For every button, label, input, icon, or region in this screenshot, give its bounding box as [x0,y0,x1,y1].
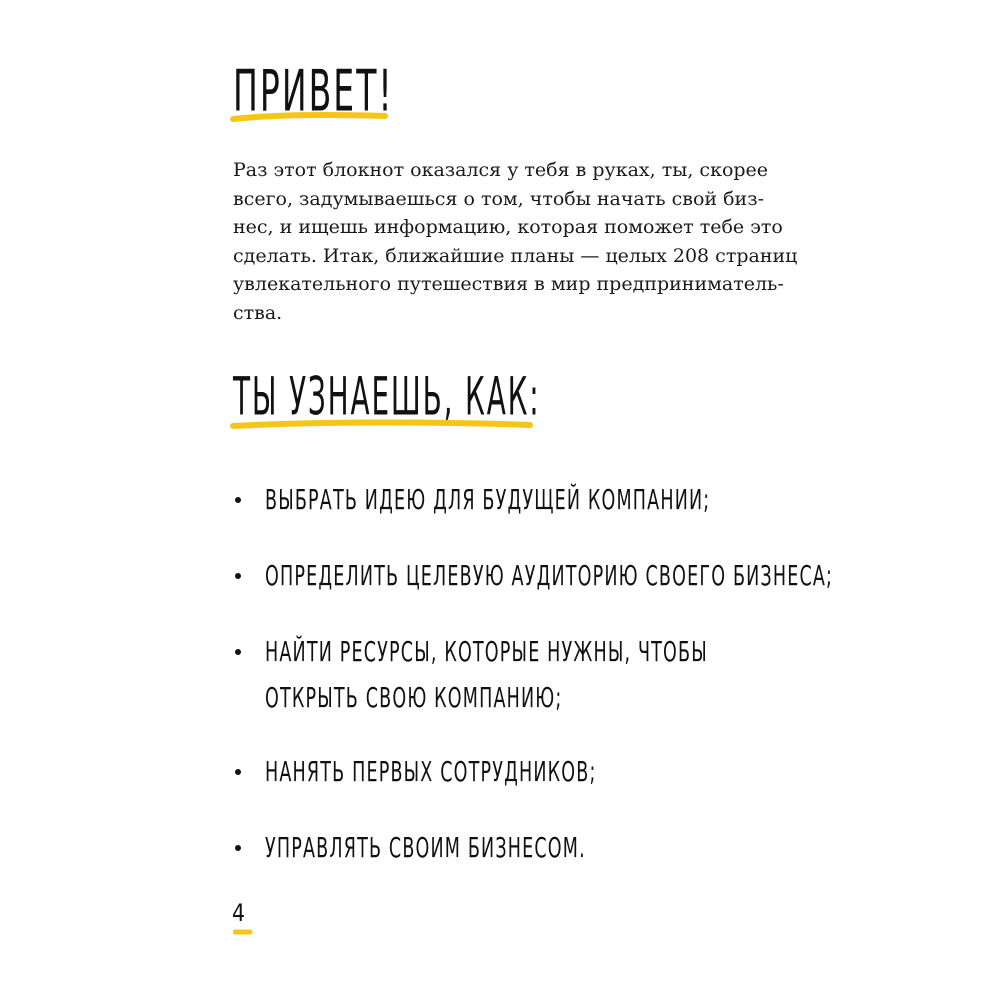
bullet-dot-icon [235,497,241,503]
list-item-text: НАНЯТЬ ПЕРВЫХ СОТРУДНИКОВ; [265,755,597,788]
intro-paragraph [233,156,798,328]
intro-line: ства. [233,301,283,324]
list-item [233,825,973,871]
list-item-text: НАЙТИ РЕСУРСЫ, КОТОРЫЕ НУЖНЫ, ЧТОБЫ [265,635,708,668]
intro-line: всего, задумываешься о том, чтобы начать свой биз- [233,187,765,210]
list-item [233,749,973,795]
list-item [233,477,973,523]
page-number-underline [233,928,253,936]
learn-heading: ТЫ УЗНАЕШЬ, КАК: [233,366,541,427]
greeting-underline [230,110,390,124]
bullet-dot-icon [235,649,241,655]
intro-line: нес, и ищешь информацию, которая поможет тебе это [233,216,783,239]
intro-line: сделать. Итак, ближайшие планы — целых 208 страниц [233,244,798,267]
learn-underline [230,418,535,432]
list-item [233,629,973,721]
list-item-text: ВЫБРАТЬ ИДЕЮ ДЛЯ БУДУЩЕЙ КОМПАНИИ; [265,483,711,516]
list-item-text: УПРАВЛЯТЬ СВОИМ БИЗНЕСОМ. [265,831,586,864]
bullet-dot-icon [235,769,241,775]
list-item-text: ОТКРЫТЬ СВОЮ КОМПАНИЮ; [265,681,563,714]
list-item [233,553,973,599]
greeting-heading: ПРИВЕТ! [233,58,394,125]
learn-list [233,477,973,901]
list-item-text: ОПРЕДЕЛИТЬ ЦЕЛЕВУЮ АУДИТОРИЮ СВОЕГО БИЗНЕСА; [265,559,834,592]
page-number: 4 [232,899,245,927]
intro-line: увлекательного путешествия в мир предприниматель- [233,273,784,296]
bullet-dot-icon [235,845,241,851]
bullet-dot-icon [235,573,241,579]
intro-line: Раз этот блокнот оказался у тебя в руках, ты, скорее [233,159,769,181]
